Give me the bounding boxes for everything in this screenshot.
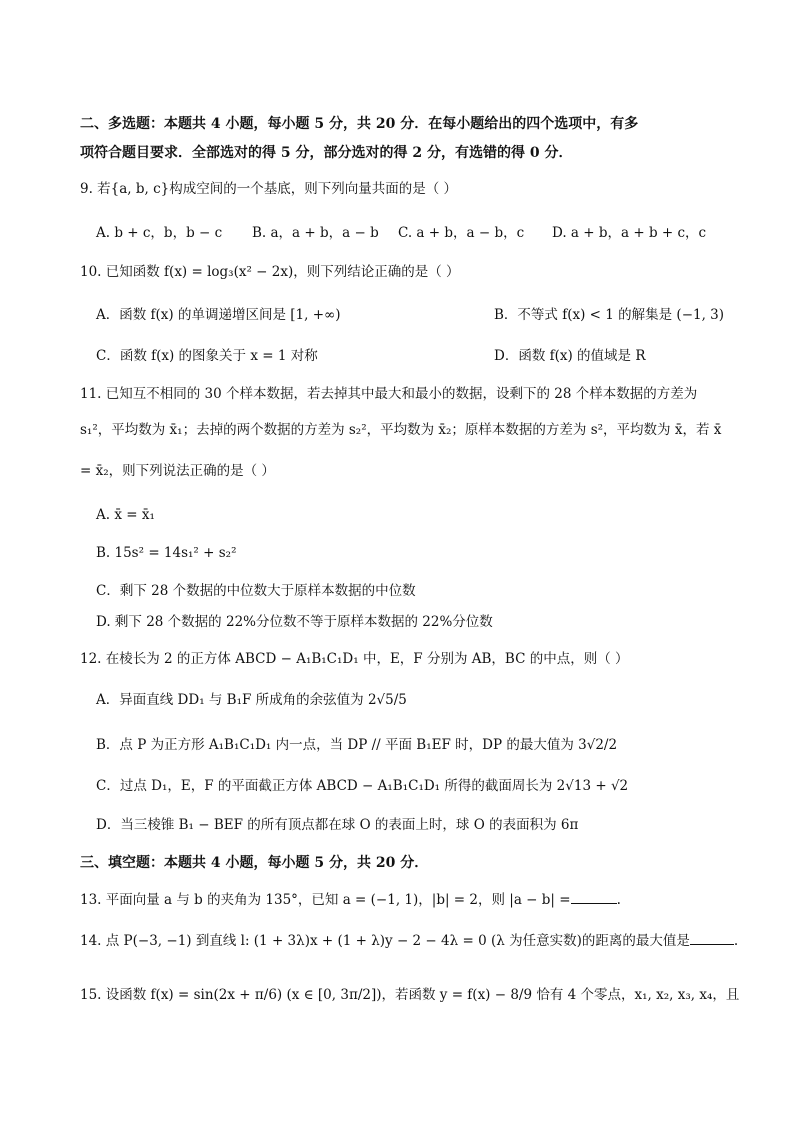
q12-option-c: C．过点 D₁，E，F 的平面截正方体 ABCD − A₁B₁C₁D₁ 所得的截面周长为 2√13 + √2 <box>96 778 629 794</box>
q15-text: 15. 设函数 f(x) = sin(2x + π/6) (x ∈ [0, 3π/2])，若函数 y = f(x) − 8/9 恰有 4 个零点，x₁, x₂, x₃, x₄，且 <box>80 987 740 1003</box>
q10-option-d: D．函数 f(x) 的值域是 R <box>494 348 646 364</box>
section2-heading-line2: 项符合题目要求．全部选对的得 5 分，部分选对的得 2 分，有选错的得 0 分． <box>80 145 573 161</box>
q13-text: 13. 平面向量 a 与 b 的夹角为 135°，已知 a = (−1, 1)，|b| = 2，则 |a − b| = <box>80 892 571 908</box>
q14-text: 14. 点 P(−3, −1) 到直线 l: (1 + 3λ)x + (1 + λ)y − 2 − 4λ = 0 (λ 为任意实数)的距离的最大值是 <box>80 933 690 949</box>
q9-option-b: B. a，a + b，a − b <box>252 225 379 241</box>
q9-option-a: A. b + c，b，b − c <box>96 225 223 241</box>
q11-line3: = x̄₂，则下列说法正确的是（ ） <box>80 463 275 479</box>
q10-option-c: C．函数 f(x) 的图象关于 x = 1 对称 <box>96 348 318 364</box>
q13-tail: . <box>616 892 621 908</box>
q14 <box>80 930 739 951</box>
q12-option-b: B．点 P 为正方形 A₁B₁C₁D₁ 内一点，当 DP // 平面 B₁EF 时，DP 的最大值为 3√2/2 <box>96 737 618 753</box>
q13-answer-blank <box>571 889 617 904</box>
q13 <box>80 889 720 910</box>
q14-answer-blank <box>690 930 734 945</box>
q12-option-d: D．当三棱锥 B₁ − BEF 的所有顶点都在球 O 的表面上时，球 O 的表面积为 6π <box>96 817 579 833</box>
q14-tail: . <box>733 933 739 949</box>
q11-option-a: A. x̄ = x̄₁ <box>96 507 155 523</box>
q12-option-a: A．异面直线 DD₁ 与 B₁F 所成角的余弦值为 2√5/5 <box>96 692 407 708</box>
q9-option-c: C. a + b，a − b，c <box>398 225 525 241</box>
q11-option-b: B. 15s² = 14s₁² + s₂² <box>96 545 237 561</box>
q11-line1: 11. 已知互不相同的 30 个样本数据，若去掉其中最大和最小的数据，设剩下的 28 个样本数据的方差为 <box>80 386 698 402</box>
q9-stem: 9. 若{a, b, c}构成空间的一个基底，则下列向量共面的是（ ） <box>80 181 458 197</box>
q11-line2: s₁²，平均数为 x̄₁；去掉的两个数据的方差为 s₂²，平均数为 x̄₂；原样本数据的方差为 s²，平均数为 x̄，若 x̄ <box>80 422 722 438</box>
section2-heading-line1: 二、多选题：本题共 4 小题，每小题 5 分，共 20 分．在每小题给出的四个选项中，有多 <box>80 116 639 132</box>
q10-option-a: A．函数 f(x) 的单调递增区间是 [1, +∞) <box>96 307 341 323</box>
section3-heading: 三、填空题：本题共 4 小题，每小题 5 分，共 20 分． <box>80 855 429 871</box>
q10-option-b: B．不等式 f(x) < 1 的解集是 (−1, 3) <box>494 307 725 323</box>
q12-stem: 12. 在棱长为 2 的正方体 ABCD − A₁B₁C₁D₁ 中，E，F 分别为 AB，BC 的中点，则（ ） <box>80 651 629 667</box>
q9-option-d: D. a + b，a + b + c，c <box>552 225 707 241</box>
q11-option-c: C．剩下 28 个数据的中位数大于原样本数据的中位数 <box>96 583 416 599</box>
q10-stem: 10. 已知函数 f(x) = log₃(x² − 2x)，则下列结论正确的是（ ） <box>80 264 460 280</box>
q11-option-d: D. 剩下 28 个数据的 22%分位数不等于原样本数据的 22%分位数 <box>96 614 493 630</box>
